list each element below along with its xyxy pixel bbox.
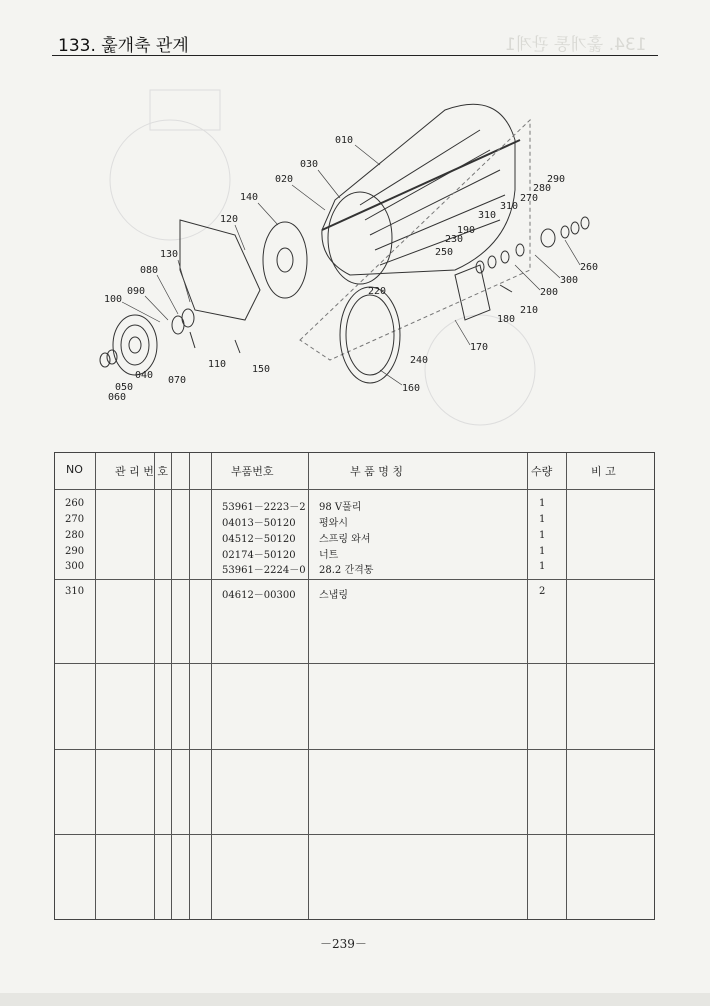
callout-210: 210 (520, 305, 539, 316)
parts-table (54, 452, 655, 920)
row-290-name: 너트 (319, 550, 339, 561)
group-rule (55, 579, 654, 580)
callout-310-a: 310 (478, 210, 497, 221)
callout-110: 110 (208, 359, 227, 370)
header-rule (55, 489, 654, 490)
group-rule (55, 663, 654, 664)
callout-labels (104, 135, 598, 403)
col-divider (566, 453, 567, 919)
callout-120: 120 (220, 214, 239, 225)
exploded-parts-diagram (60, 70, 650, 430)
row-260-part-no: 53961－2223－2 (222, 502, 306, 513)
row-270-no: 270 (65, 514, 85, 525)
row-280-name: 스프링 와셔 (319, 534, 371, 545)
row-300-name: 28.2 간격통 (319, 565, 374, 576)
row-310-part-no: 04612－00300 (222, 590, 296, 601)
header-no: NO (66, 463, 83, 476)
row-260-no: 260 (65, 498, 85, 509)
row-300-qty: 1 (539, 561, 546, 572)
row-290-qty: 1 (539, 546, 546, 557)
callout-130: 130 (160, 249, 179, 260)
row-310-qty: 2 (539, 586, 546, 597)
col-divider (211, 453, 212, 919)
page-number: －239－ (320, 937, 367, 951)
group-rule (55, 834, 654, 835)
callout-180: 180 (497, 314, 516, 325)
row-290-part-no: 02174－50120 (222, 550, 296, 561)
callout-220: 220 (368, 286, 387, 297)
header-qty: 수량 (531, 465, 553, 478)
callout-240: 240 (410, 355, 429, 366)
header-part-no: 부품번호 (231, 465, 274, 478)
col-divider (95, 453, 96, 919)
callout-010: 010 (335, 135, 354, 146)
callout-300: 300 (560, 275, 579, 286)
col-divider (308, 453, 309, 919)
header-note: 비 고 (591, 465, 616, 478)
row-260-qty: 1 (539, 498, 546, 509)
row-280-part-no: 04512－50120 (222, 534, 296, 545)
callout-280: 280 (533, 183, 552, 194)
col-divider (527, 453, 528, 919)
row-270-qty: 1 (539, 514, 546, 525)
row-300-no: 300 (65, 561, 85, 572)
callout-150: 150 (252, 364, 271, 375)
callout-060: 060 (108, 392, 127, 403)
callout-070: 070 (168, 375, 187, 386)
row-310-name: 스냅링 (319, 590, 348, 601)
callout-310-b: 310 (500, 201, 519, 212)
callout-030: 030 (300, 159, 319, 170)
group-rule (55, 749, 654, 750)
header-part-name: 부 품 명 칭 (350, 465, 403, 478)
callout-200: 200 (540, 287, 559, 298)
callout-250: 250 (435, 247, 454, 258)
callout-260: 260 (580, 262, 599, 273)
callout-100: 100 (104, 294, 123, 305)
callout-270: 270 (520, 193, 539, 204)
col-divider (189, 453, 190, 919)
row-310-no: 310 (65, 586, 85, 597)
callout-170: 170 (470, 342, 489, 353)
row-270-name: 평와시 (319, 518, 348, 529)
bleed-through-title: 134. 훑개통 관계1 (505, 35, 647, 55)
callout-230: 230 (445, 234, 464, 245)
row-300-part-no: 53961－2224－0 (222, 565, 306, 576)
callout-160: 160 (402, 383, 421, 394)
header-mgmt-no: 관 리 번 호 (115, 465, 168, 478)
col-divider (154, 453, 155, 919)
scan-bottom-edge (0, 993, 710, 1006)
col-divider (171, 453, 172, 919)
row-270-part-no: 04013－50120 (222, 518, 296, 529)
callout-140: 140 (240, 192, 259, 203)
callout-020: 020 (275, 174, 294, 185)
callout-050: 050 (115, 382, 134, 393)
callout-190: 190 (457, 225, 476, 236)
callout-080: 080 (140, 265, 159, 276)
page-title: 133. 훑개축 관계 (58, 36, 189, 56)
row-260-name: 98 V풀리 (319, 502, 362, 513)
callout-090: 090 (127, 286, 146, 297)
row-280-no: 280 (65, 530, 85, 541)
title-underline (52, 55, 658, 56)
callout-290: 290 (547, 174, 566, 185)
row-280-qty: 1 (539, 530, 546, 541)
row-290-no: 290 (65, 546, 85, 557)
callout-040: 040 (135, 370, 154, 381)
